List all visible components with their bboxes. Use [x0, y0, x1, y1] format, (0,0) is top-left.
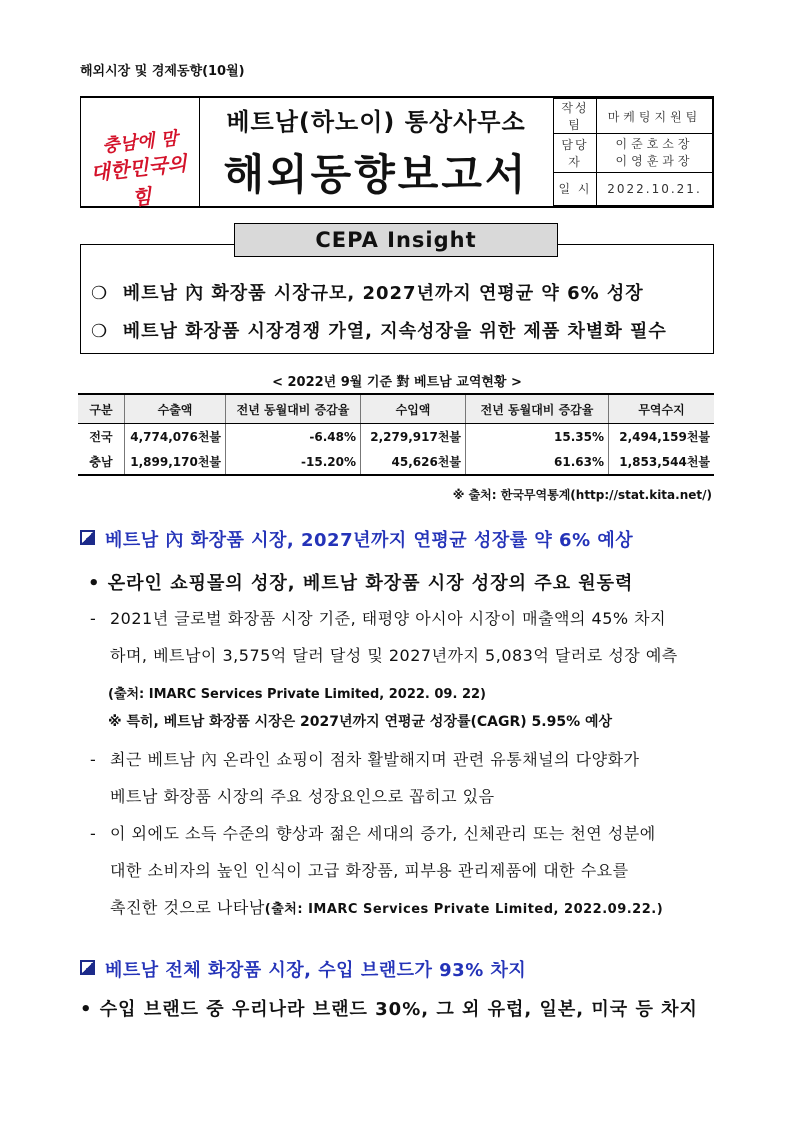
title-block: [199, 98, 554, 206]
section1-subheading: • 온라인 쇼핑몰의 성장, 베트남 화장품 시장 성장의 주요 원동력: [88, 573, 634, 594]
dash-bullet: -: [90, 750, 96, 769]
text-line: 대한 소비자의 높인 인식이 고급 화장품, 피부용 관리제품에 대한 수요를: [110, 861, 629, 880]
chungnam-logo: [81, 98, 200, 210]
text-line: 최근 베트남 內 온라인 쇼핑이 점차 활발해지며 관련 유통채널의 다양화가: [110, 750, 640, 769]
section1-heading: [80, 526, 633, 552]
table-cell: 1,899,170천불: [125, 449, 226, 475]
text-line: 베트남 화장품 시장의 주요 성장요인으로 꼽히고 있음: [110, 787, 495, 806]
text-line: [110, 889, 716, 928]
text-line: 이 외에도 소득 수준의 향상과 젊은 세대의 증가, 신체관리 또는 천연 성분에: [110, 824, 656, 843]
section2-heading: [80, 956, 526, 982]
insight-text-1: 베트남 內 화장품 시장규모, 2027년까지 연평균 약 6% 성장: [122, 283, 644, 304]
section1-paragraph-1: [110, 600, 716, 674]
section1-source-1: (출처: IMARC Services Private Limited, 2022. 09. 22): [108, 687, 486, 702]
dash-bullet: -: [90, 609, 96, 628]
logo-line2: 대한민국의 힘: [89, 151, 188, 210]
dash-bullet: -: [90, 824, 96, 843]
col-header: 무역수지: [609, 394, 715, 424]
col-header: 수입액: [361, 394, 466, 424]
meta-key-team: 작성팀: [554, 99, 597, 134]
insight-box: [80, 244, 714, 354]
circle-bullet-icon: ❍: [91, 321, 109, 342]
report-header: [80, 96, 714, 208]
table-cell: 충남: [78, 449, 125, 475]
meta-table: [553, 98, 713, 206]
table-cell: 2,494,159천불: [609, 424, 715, 450]
trade-table: [78, 393, 714, 476]
report-category: 해외시장 및 경제동향(10월): [80, 64, 245, 79]
table-cell: 61.63%: [466, 449, 609, 475]
text-line: 하며, 베트남이 3,575억 달러 달성 및 2027년까지 5,083억 달러로 성장 예측: [110, 646, 678, 665]
meta-value-manager: 이준호소장 이영훈과장: [597, 134, 713, 173]
table-cell: 4,774,076천불: [125, 424, 226, 450]
section1-paragraph-3: [110, 815, 716, 928]
section2-subheading: • 수입 브랜드 중 우리나라 브랜드 30%, 그 외 유럽, 일본, 미국 등 차지: [80, 999, 698, 1020]
meta-key-manager: 담당자: [554, 134, 597, 173]
table-cell: 1,853,544천불: [609, 449, 715, 475]
circle-bullet-icon: ❍: [91, 283, 109, 304]
section2-heading-text: 베트남 전체 화장품 시장, 수입 브랜드가 93% 차지: [105, 960, 527, 981]
table-row: [78, 449, 714, 475]
table-cell: 2,279,917천불: [361, 424, 466, 450]
col-header: 구분: [78, 394, 125, 424]
meta-value-date: 2022.10.21.: [597, 172, 713, 205]
section1-source-2: (출처: IMARC Services Private Limited, 2022.09.22.): [264, 902, 664, 917]
trade-table-caption: < 2022년 9월 기준 對 베트남 교역현황 >: [272, 375, 522, 390]
table-cell: -6.48%: [226, 424, 361, 450]
table-cell: -15.20%: [226, 449, 361, 475]
report-title: 해외동향보고서: [223, 150, 529, 199]
section1-heading-text: 베트남 內 화장품 시장, 2027년까지 연평균 성장률 약 6% 예상: [105, 530, 634, 551]
col-header: 수출액: [125, 394, 226, 424]
section-square-icon: [80, 960, 95, 975]
logo-line1: 충남에 맘: [101, 128, 179, 157]
section-square-icon: [80, 530, 95, 545]
col-header: 전년 동월대비 증감율: [226, 394, 361, 424]
insight-bullet-2: [91, 317, 667, 343]
insight-bullet-1: [91, 279, 644, 305]
text-line: 2021년 글로벌 화장품 시장 기준, 태평양 아시아 시장이 매출액의 45% 차지: [110, 609, 667, 628]
meta-value-team: 마케팅지원팀: [597, 99, 713, 134]
table-cell: 전국: [89, 430, 113, 444]
office-title: 베트남(하노이) 통상사무소: [226, 108, 526, 136]
table-cell: 45,626천불: [361, 449, 466, 475]
insight-text-2: 베트남 화장품 시장경쟁 가열, 지속성장을 위한 제품 차별화 필수: [122, 321, 667, 342]
table-cell: 15.35%: [466, 424, 609, 450]
insight-title: CEPA Insight: [234, 223, 558, 257]
text-line-part: 촉진한 것으로 나타남: [110, 898, 265, 917]
section1-note: ※ 특히, 베트남 화장품 시장은 2027년까지 연평균 성장률(CAGR) 5.95% 예상: [108, 714, 613, 730]
col-header: 전년 동월대비 증감율: [466, 394, 609, 424]
trade-table-source: ※ 출처: 한국무역통계(http://stat.kita.net/): [452, 488, 712, 502]
table-row: [78, 424, 714, 450]
meta-key-date: 일 시: [554, 172, 597, 205]
section1-paragraph-2: [110, 741, 716, 815]
